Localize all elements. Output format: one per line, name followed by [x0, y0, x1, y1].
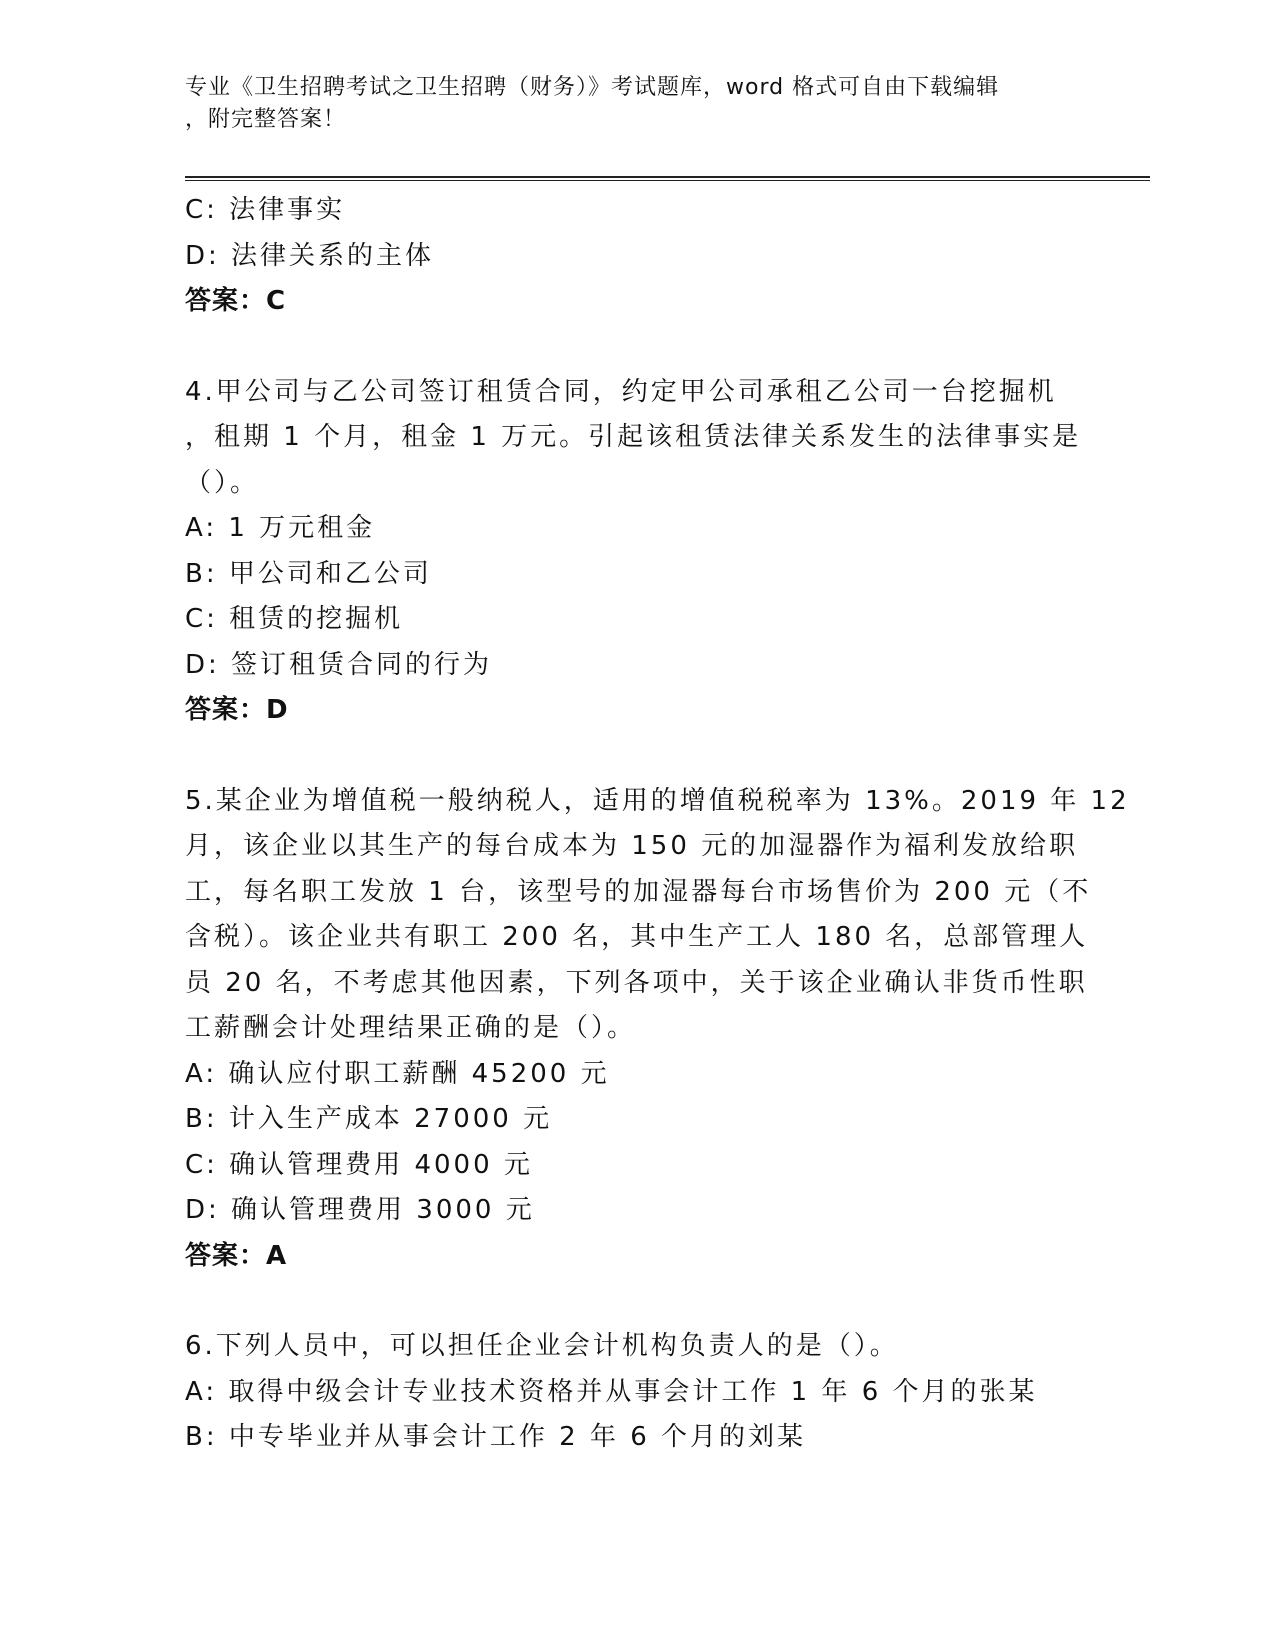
question-3: [185, 188, 1085, 325]
header-divider: [185, 176, 1150, 181]
option-c: C: 法律事实: [185, 195, 346, 225]
question-stem-line: 员 20 名，不考虑其他因素，下列各项中，关于该企业确认非货币性职: [185, 967, 1088, 998]
question-5: [185, 779, 1130, 1280]
answer: 答案：A: [185, 1240, 288, 1271]
option-d: D: 法律关系的主体: [185, 240, 435, 271]
question-stem-line: 月，该企业以其生产的每台成本为 150 元的加湿器作为福利发放给职: [185, 831, 1079, 861]
answer: 答案：C: [185, 286, 287, 316]
question-stem-line: 6.下列人员中，可以担任企业会计机构负责人的是（）。: [185, 1331, 899, 1361]
question-stem-line: （）。: [185, 467, 260, 498]
page-header: [185, 72, 1085, 136]
option-a: A: 确认应付职工薪酬 45200 元: [185, 1058, 610, 1089]
option-a: A: 1 万元租金: [185, 513, 376, 543]
header-line-1: 专业《卫生招聘考试之卫生招聘（财务）》考试题库，word 格式可自由下载编辑: [185, 75, 1000, 100]
question-stem-line: 5.某企业为增值税一般纳税人，适用的增值税税率为 13%。2019 年 12: [185, 785, 1130, 816]
option-c: C: 确认管理费用 4000 元: [185, 1149, 533, 1180]
question-stem-line: ，租期 1 个月，租金 1 万元。引起该租赁法律关系发生的法律事实是: [185, 422, 1082, 452]
question-stem-line: 工，每名职工发放 1 台，该型号的加湿器每台市场售价为 200 元（不: [185, 876, 1092, 907]
option-d: D: 签订租赁合同的行为: [185, 649, 493, 680]
option-b: B: 中专毕业并从事会计工作 2 年 6 个月的刘某: [185, 1422, 807, 1452]
answer: 答案：D: [185, 695, 289, 725]
question-stem-line: 工薪酬会计处理结果正确的是（）。: [185, 1013, 637, 1043]
option-d: D: 确认管理费用 3000 元: [185, 1195, 535, 1225]
question-stem-line: 含税）。该企业共有职工 200 名，其中生产工人 180 名，总部管理人: [185, 922, 1089, 952]
option-c: C: 租赁的挖掘机: [185, 604, 404, 634]
spacer: [185, 325, 1085, 370]
header-line-2: ，附完整答案！: [185, 107, 347, 132]
question-4: [185, 370, 1085, 734]
spacer: [185, 1279, 1085, 1324]
option-b: B: 计入生产成本 27000 元: [185, 1104, 553, 1134]
option-a: A: 取得中级会计专业技术资格并从事会计工作 1 年 6 个月的张某: [185, 1376, 1038, 1407]
question-content: [185, 188, 1130, 1461]
question-6: [185, 1324, 1085, 1461]
spacer: [185, 734, 1085, 779]
question-stem-line: 4.甲公司与乙公司签订租赁合同，约定甲公司承租乙公司一台挖掘机: [185, 376, 1057, 407]
option-b: B: 甲公司和乙公司: [185, 558, 432, 589]
